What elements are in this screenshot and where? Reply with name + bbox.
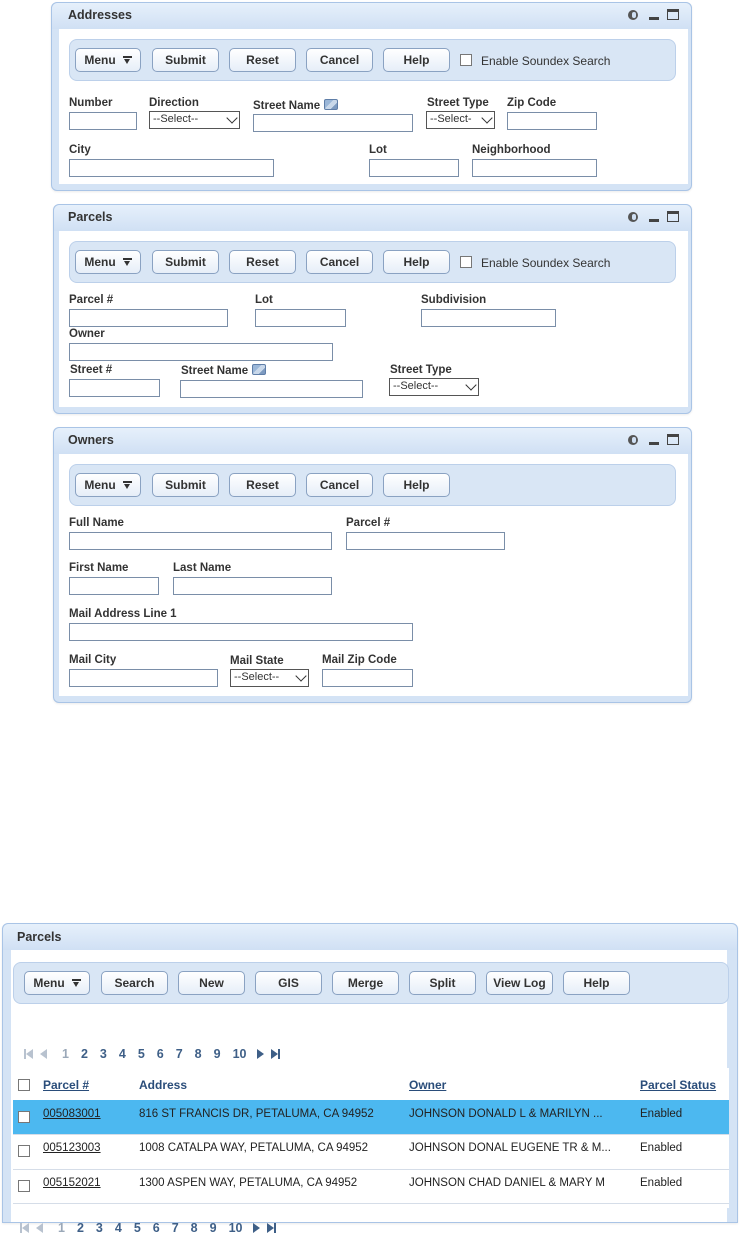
number-input[interactable] <box>69 112 137 130</box>
street-name-input[interactable] <box>253 114 413 132</box>
page-link[interactable]: 2 <box>80 1047 88 1061</box>
results-toolbar <box>13 962 729 1004</box>
pager-bottom <box>19 1221 277 1235</box>
mail-state-label: Mail State <box>230 655 284 667</box>
maximize-icon[interactable] <box>667 211 679 222</box>
soundex-label: Enable Soundex Search <box>481 256 611 270</box>
soundex-checkbox[interactable] <box>460 256 472 268</box>
street-name-input[interactable] <box>180 380 363 398</box>
maximize-icon[interactable] <box>667 434 679 445</box>
row-checkbox[interactable] <box>18 1180 30 1192</box>
help-button[interactable]: Help <box>563 971 630 995</box>
status-cell: Enabled <box>640 1177 683 1189</box>
table-row[interactable] <box>13 1134 729 1169</box>
parcel-number-input[interactable] <box>69 309 228 327</box>
chevron-down-icon <box>481 112 492 123</box>
page-link[interactable]: 10 <box>232 1047 247 1061</box>
owner-cell: JOHNSON DONALD L & MARILYN ... <box>409 1108 603 1120</box>
menu-dropdown-icon <box>123 481 132 489</box>
first-name-input[interactable] <box>69 577 159 595</box>
search-button[interactable]: Search <box>101 971 168 995</box>
merge-button[interactable]: Merge <box>332 971 399 995</box>
mail-address-line1-input[interactable] <box>69 623 413 641</box>
lot-input[interactable] <box>255 309 346 327</box>
parcels-search-panel <box>53 204 692 414</box>
last-name-input[interactable] <box>173 577 332 595</box>
owner-input[interactable] <box>69 343 333 361</box>
street-type-label: Street Type <box>427 97 489 109</box>
direction-select[interactable] <box>149 111 240 129</box>
menu-dropdown-icon <box>123 56 132 64</box>
parcels-results-panel-header <box>3 924 737 950</box>
street-type-select-value: --Select- <box>430 113 472 125</box>
owner-cell: JOHNSON DONAL EUGENE TR & M... <box>409 1142 611 1154</box>
street-number-label: Street # <box>70 364 113 376</box>
subdivision-label: Subdivision <box>421 294 487 306</box>
page-link[interactable]: 2 <box>76 1221 84 1235</box>
page-link[interactable]: 8 <box>194 1047 202 1061</box>
menu-button-label: Menu <box>33 976 65 990</box>
mail-state-select[interactable] <box>230 669 309 687</box>
row-checkbox[interactable] <box>18 1111 30 1123</box>
column-header-status[interactable]: Parcel Status <box>640 1078 717 1092</box>
map-lookup-icon[interactable] <box>324 99 338 110</box>
page-link[interactable]: 1 <box>58 1221 65 1235</box>
help-icon[interactable] <box>627 9 641 21</box>
next-page-icon[interactable] <box>254 1048 266 1060</box>
menu-button-label: Menu <box>84 255 116 269</box>
zip-code-label: Zip Code <box>507 97 557 109</box>
full-name-input[interactable] <box>69 532 332 550</box>
reset-button[interactable]: Reset <box>229 48 296 72</box>
parcel-number-input[interactable] <box>346 532 505 550</box>
submit-button[interactable]: Submit <box>152 250 219 274</box>
previous-page-icon[interactable] <box>34 1222 46 1234</box>
page-link[interactable]: 4 <box>118 1047 126 1061</box>
neighborhood-label: Neighborhood <box>472 144 551 156</box>
address-cell: 816 ST FRANCIS DR, PETALUMA, CA 94952 <box>139 1108 374 1120</box>
lot-label: Lot <box>369 144 387 156</box>
parcels-results-panel <box>2 923 738 1235</box>
table-row[interactable] <box>13 1169 729 1204</box>
first-name-label: First Name <box>69 562 129 574</box>
cancel-button[interactable]: Cancel <box>306 48 373 72</box>
parcel-link[interactable]: 005123003 <box>43 1142 101 1154</box>
last-name-label: Last Name <box>173 562 232 574</box>
page-link[interactable]: 10 <box>228 1221 243 1235</box>
subdivision-input[interactable] <box>421 309 556 327</box>
chevron-down-icon <box>226 112 237 123</box>
page-link[interactable]: 9 <box>213 1047 221 1061</box>
column-header-owner[interactable]: Owner <box>409 1078 447 1092</box>
addresses-panel-title: Addresses <box>68 8 132 22</box>
menu-dropdown-icon <box>123 258 132 266</box>
pager-top <box>23 1047 281 1061</box>
street-type-select[interactable] <box>389 378 479 396</box>
map-lookup-icon[interactable] <box>252 364 266 375</box>
chevron-down-icon <box>295 670 306 681</box>
mail-state-select-value: --Select-- <box>234 671 280 683</box>
reset-button[interactable]: Reset <box>229 250 296 274</box>
page-link[interactable]: 5 <box>137 1047 145 1061</box>
menu-button[interactable] <box>75 48 141 72</box>
menu-button[interactable] <box>24 971 90 995</box>
address-cell: 1008 CATALPA WAY, PETALUMA, CA 94952 <box>139 1142 369 1154</box>
previous-page-icon[interactable] <box>38 1048 50 1060</box>
column-header-address[interactable]: Address <box>139 1078 188 1092</box>
submit-button[interactable]: Submit <box>152 473 219 497</box>
gis-button[interactable]: GIS <box>255 971 322 995</box>
panel-controls <box>627 9 679 21</box>
panel-controls <box>627 434 679 446</box>
owners-panel-title: Owners <box>68 433 114 447</box>
page-link[interactable]: 7 <box>171 1221 179 1235</box>
address-cell: 1300 ASPEN WAY, PETALUMA, CA 94952 <box>139 1177 358 1189</box>
mail-city-label: Mail City <box>69 654 117 666</box>
addresses-panel-header <box>52 3 691 29</box>
page-link[interactable]: 6 <box>156 1047 164 1061</box>
table-row[interactable] <box>13 1100 729 1135</box>
menu-button[interactable] <box>75 473 141 497</box>
status-cell: Enabled <box>640 1108 683 1120</box>
first-page-icon[interactable] <box>19 1222 31 1234</box>
cancel-button[interactable]: Cancel <box>306 250 373 274</box>
parcels-results-panel-body <box>11 950 727 1235</box>
owner-cell: JOHNSON CHAD DANIEL & MARY M <box>409 1177 605 1189</box>
menu-button[interactable] <box>75 250 141 274</box>
lot-label: Lot <box>255 294 273 306</box>
panel-controls <box>627 211 679 223</box>
select-all-checkbox[interactable] <box>18 1079 30 1091</box>
page-link[interactable]: 7 <box>175 1047 183 1061</box>
owners-panel-header <box>54 428 691 454</box>
column-header-parcel[interactable]: Parcel # <box>43 1078 90 1092</box>
page-link[interactable]: 9 <box>209 1221 217 1235</box>
parcels-search-panel-title: Parcels <box>68 210 113 224</box>
street-name-label <box>253 99 338 112</box>
mail-city-input[interactable] <box>69 669 218 687</box>
number-label: Number <box>69 97 113 109</box>
street-name-label-text: Street Name <box>253 100 321 112</box>
page-link[interactable]: 3 <box>99 1047 107 1061</box>
street-name-label-text: Street Name <box>181 365 249 377</box>
status-cell: Enabled <box>640 1142 683 1154</box>
lot-input[interactable] <box>369 159 459 177</box>
page-link[interactable]: 6 <box>152 1221 160 1235</box>
first-page-icon[interactable] <box>23 1048 35 1060</box>
parcel-number-label: Parcel # <box>69 294 114 306</box>
page-link[interactable]: 1 <box>62 1047 69 1061</box>
parcel-link[interactable]: 005083001 <box>43 1108 101 1120</box>
next-page-icon[interactable] <box>250 1222 262 1234</box>
city-input[interactable] <box>69 159 274 177</box>
parcels-results-panel-title: Parcels <box>17 930 62 944</box>
page-link[interactable]: 8 <box>190 1221 198 1235</box>
street-type-select-value: --Select-- <box>393 380 439 392</box>
addresses-panel <box>51 2 692 191</box>
page-link[interactable]: 5 <box>133 1221 141 1235</box>
chevron-down-icon <box>465 379 476 390</box>
city-label: City <box>69 144 91 156</box>
mail-address-line1-label: Mail Address Line 1 <box>69 608 177 620</box>
minimize-icon[interactable] <box>647 434 661 446</box>
maximize-icon[interactable] <box>667 9 679 20</box>
help-button[interactable]: Help <box>383 473 450 497</box>
parcels-search-panel-body <box>59 231 688 407</box>
menu-button-label: Menu <box>84 478 116 492</box>
owners-panel <box>53 427 692 703</box>
minimize-icon[interactable] <box>647 9 661 21</box>
menu-dropdown-icon <box>72 979 81 987</box>
grid-header <box>13 1068 729 1096</box>
new-button[interactable]: New <box>178 971 245 995</box>
street-type-select[interactable] <box>426 111 495 129</box>
row-checkbox[interactable] <box>18 1145 30 1157</box>
minimize-icon[interactable] <box>647 211 661 223</box>
soundex-checkbox[interactable] <box>460 54 472 66</box>
owners-panel-body <box>59 454 688 696</box>
parcel-link[interactable]: 005152021 <box>43 1177 101 1189</box>
full-name-label: Full Name <box>69 517 124 529</box>
submit-button[interactable]: Submit <box>152 48 219 72</box>
direction-select-value: --Select-- <box>153 113 199 125</box>
help-button[interactable]: Help <box>383 48 450 72</box>
view-log-button[interactable]: View Log <box>486 971 553 995</box>
page-link[interactable]: 3 <box>95 1221 103 1235</box>
addresses-panel-body <box>59 29 688 184</box>
page-link[interactable]: 4 <box>114 1221 122 1235</box>
owners-toolbar <box>69 464 676 506</box>
menu-button-label: Menu <box>84 53 116 67</box>
neighborhood-input[interactable] <box>472 159 597 177</box>
parcel-number-label: Parcel # <box>346 517 391 529</box>
street-name-label <box>181 364 266 377</box>
cancel-button[interactable]: Cancel <box>306 473 373 497</box>
help-button[interactable]: Help <box>383 250 450 274</box>
results-grid <box>13 1068 729 1208</box>
last-page-icon[interactable] <box>265 1222 277 1234</box>
owner-label: Owner <box>69 328 105 340</box>
addresses-toolbar <box>69 39 676 81</box>
mail-zip-input[interactable] <box>322 669 413 687</box>
street-number-input[interactable] <box>69 379 160 397</box>
help-icon[interactable] <box>627 211 641 223</box>
parcels-search-toolbar <box>69 241 676 283</box>
last-page-icon[interactable] <box>269 1048 281 1060</box>
zip-code-input[interactable] <box>507 112 597 130</box>
mail-zip-label: Mail Zip Code <box>322 654 397 666</box>
reset-button[interactable]: Reset <box>229 473 296 497</box>
soundex-label: Enable Soundex Search <box>481 54 611 68</box>
help-icon[interactable] <box>627 434 641 446</box>
direction-label: Direction <box>149 97 199 109</box>
street-type-label: Street Type <box>390 364 452 376</box>
split-button[interactable]: Split <box>409 971 476 995</box>
parcels-search-panel-header <box>54 205 691 231</box>
